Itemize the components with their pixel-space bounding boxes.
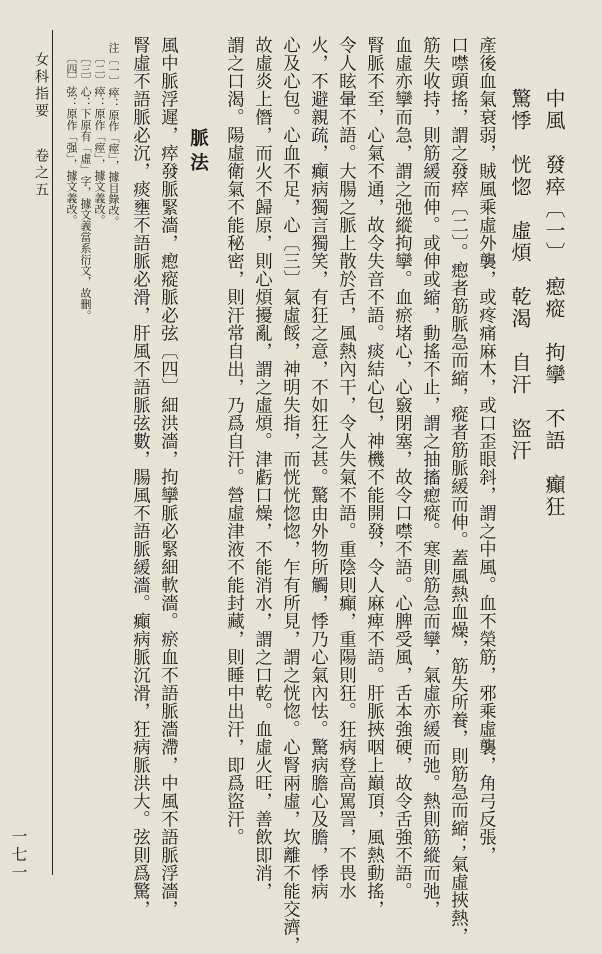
section-heading-pulse: 脈法 <box>187 128 209 177</box>
footnote: 注〔一〕瘁：原作「痙」，據目錄改。 <box>107 42 120 227</box>
body-line: 血虛亦攣而急，謂之弛縱拘攣。血瘀堵心，心竅閉塞，故令口噤不語。心脾受風，舌本強硬，故令舌強不語。 <box>391 36 412 900</box>
chapter-title: 中風 發瘁〔一〕 瘛瘲 拘攣 不語 癲狂 <box>542 88 566 518</box>
body-line: 令人眩暈不語。大腸之脈上散於舌，風熱內干，令人失氣不語。重陰則癲，重陽則狂。狂病登高罵詈，不畏水 <box>335 36 356 900</box>
pulse-line: 腎虛不語脈必沉，痰壅不語脈必滑，肝風不語脈弦數，腸風不語脈緩濇。癲病脈沉滑，狂病脈洪大。弦則爲驚， <box>129 36 150 918</box>
body-line: 火，不避親疏，癲病獨言獨笑，有狂之意，不如狂之甚。驚由外物所觸，悸乃心氣內怯。驚病膽心及膽，悸病 <box>307 36 328 900</box>
body-line: 謂之口渴。陽虛衛氣不能秘密，則汗常自出，乃爲自汗。營虛津液不能封藏，則睡中出汗，即爲盜汗。 <box>223 36 244 846</box>
chapter-subtitle: 驚悸 恍惚 虛煩 乾渴 自汗 盜汗 <box>508 88 532 462</box>
footer-divider-line <box>52 30 53 875</box>
footer-volume: 卷之五 <box>33 148 49 199</box>
body-line: 筋失收持，則筋緩而伸。或伸或縮，動搖不止，謂之抽搐瘛瘲。寒則筋急而攣，氣虛亦緩而弛。熱則筋縱而弛， <box>419 36 440 918</box>
footer-book-title: 女科指要 <box>33 52 49 120</box>
pulse-line: 風中脈浮遲，瘁發脈緊濇，瘛瘲脈必弦〔四〕細洪濇，拘攣脈必緊細軟濇。瘀血不語脈濇滯，中風不語脈浮濇， <box>157 36 178 918</box>
body-line: 心及心包。心血不足，心〔三〕氣虛餒，神明失指，而恍恍惚惚，乍有所見，謂之恍惚。心腎兩虛，坎離不能交濟， <box>279 36 300 954</box>
page-number: 一七一 <box>9 828 28 882</box>
body-line: 腎脈不至，心氣不通，故令失音不語。痰結心包，神機不能開發，令人麻痺不語。肝脈挾咽上巔頂，風熱動搖， <box>363 36 384 918</box>
body-line: 故虛炎上僭，而火不歸原，則心煩擾亂，謂之虛煩。津虧口燥，不能消水，謂之口乾。血虛火旺，善飲即消， <box>251 36 272 900</box>
body-line: 口噤頭搖，謂之發瘁〔二〕。瘛者筋脈急而縮，瘲者筋脈緩而伸。蓋風熱血燥，筋失所養，則筋急而縮；氣虛挾熱， <box>447 36 468 946</box>
body-line: 產後血氣衰弱，賊風乘虛外襲，或疼痛麻木，或口歪眼斜，謂之中風。血不榮筋，邪乘虛襲，角弓反張， <box>475 36 496 864</box>
footnote: 〔四〕弦：原作「强」，據文義改。 <box>65 52 78 226</box>
footnote: 〔三〕心：下原有「虛」字，據文義當系衍文，故刪。 <box>79 52 92 321</box>
footnote: 〔二〕瘁：原作「痙」，據文義改。 <box>93 52 106 226</box>
